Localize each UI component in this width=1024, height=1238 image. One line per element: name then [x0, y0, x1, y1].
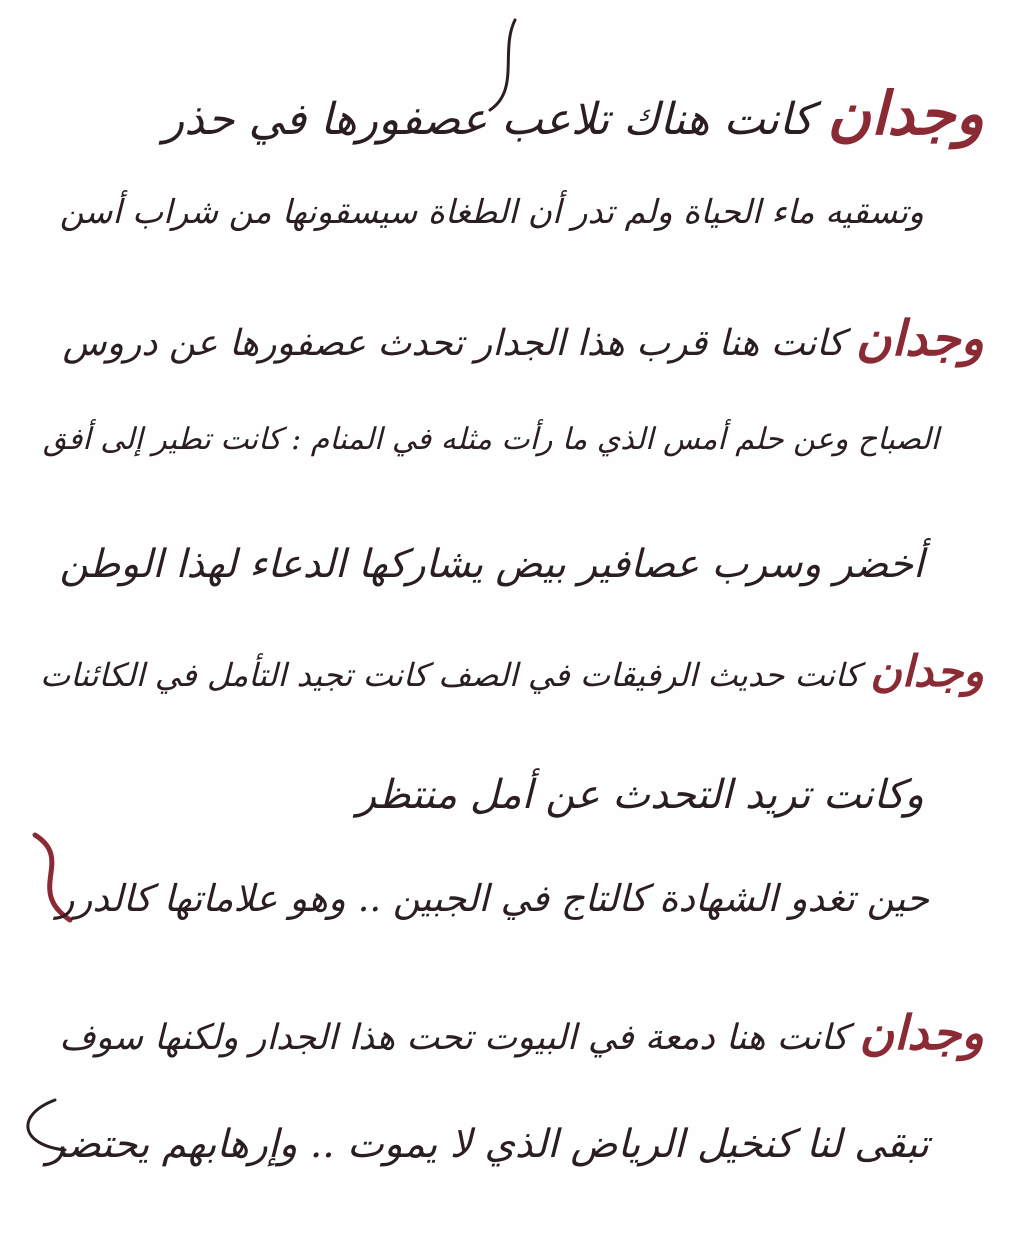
poem-line-1-text: كانت هناك تلاعب عصفورها في حذر: [162, 94, 814, 145]
poem-line-10: [46, 1122, 929, 1167]
poem-line-8-text: حين تغدو الشهادة كالتاج في الجبين .. وهو علاماتها كالدرر: [56, 877, 929, 920]
poem-line-10-text: تبقى لنا كنخيل الرياض الذي لا يموت .. وإرهابهم يحتضر: [46, 1122, 929, 1167]
poem-line-3: [62, 310, 984, 367]
poem-line-9-text: كانت هنا دمعة في البيوت تحت هذا الجدار ولكنها سوف: [59, 1018, 849, 1058]
poem-line-6-lead: وجدان: [870, 646, 984, 697]
poem-line-7: [356, 772, 924, 818]
poem-line-6: [40, 646, 984, 697]
poem-line-4: [42, 422, 939, 457]
poem-line-7-text: وكانت تريد التحدث عن أمل منتظر: [356, 772, 924, 818]
poem-line-9: [59, 1006, 984, 1061]
poem-line-3-lead: وجدان: [855, 310, 984, 367]
poem-line-8: [56, 877, 929, 920]
poem-line-5: [59, 542, 924, 587]
poem-line-1-lead: وجدان: [827, 79, 984, 149]
poem-line-4-text: الصباح وعن حلم أمس الذي ما رأت مثله في المنام : كانت تطير إلى أفق: [42, 422, 939, 457]
poem-line-2-text: وتسقيه ماء الحياة ولم تدر أن الطغاة سيسقونها من شراب أسن: [59, 192, 924, 231]
poem-line-1: [162, 79, 984, 149]
poem-line-6-text: كانت حديث الرفيقات في الصف كانت تجيد التأمل في الكائنات: [40, 656, 860, 694]
poem-line-3-text: كانت هنا قرب هذا الجدار تحدث عصفورها عن دروس: [62, 323, 845, 364]
poem-line-5-text: أخضر وسرب عصافير بيض يشاركها الدعاء لهذا الوطن: [59, 542, 924, 587]
poem-line-9-lead: وجدان: [859, 1006, 984, 1061]
poem-line-2: [59, 192, 924, 231]
